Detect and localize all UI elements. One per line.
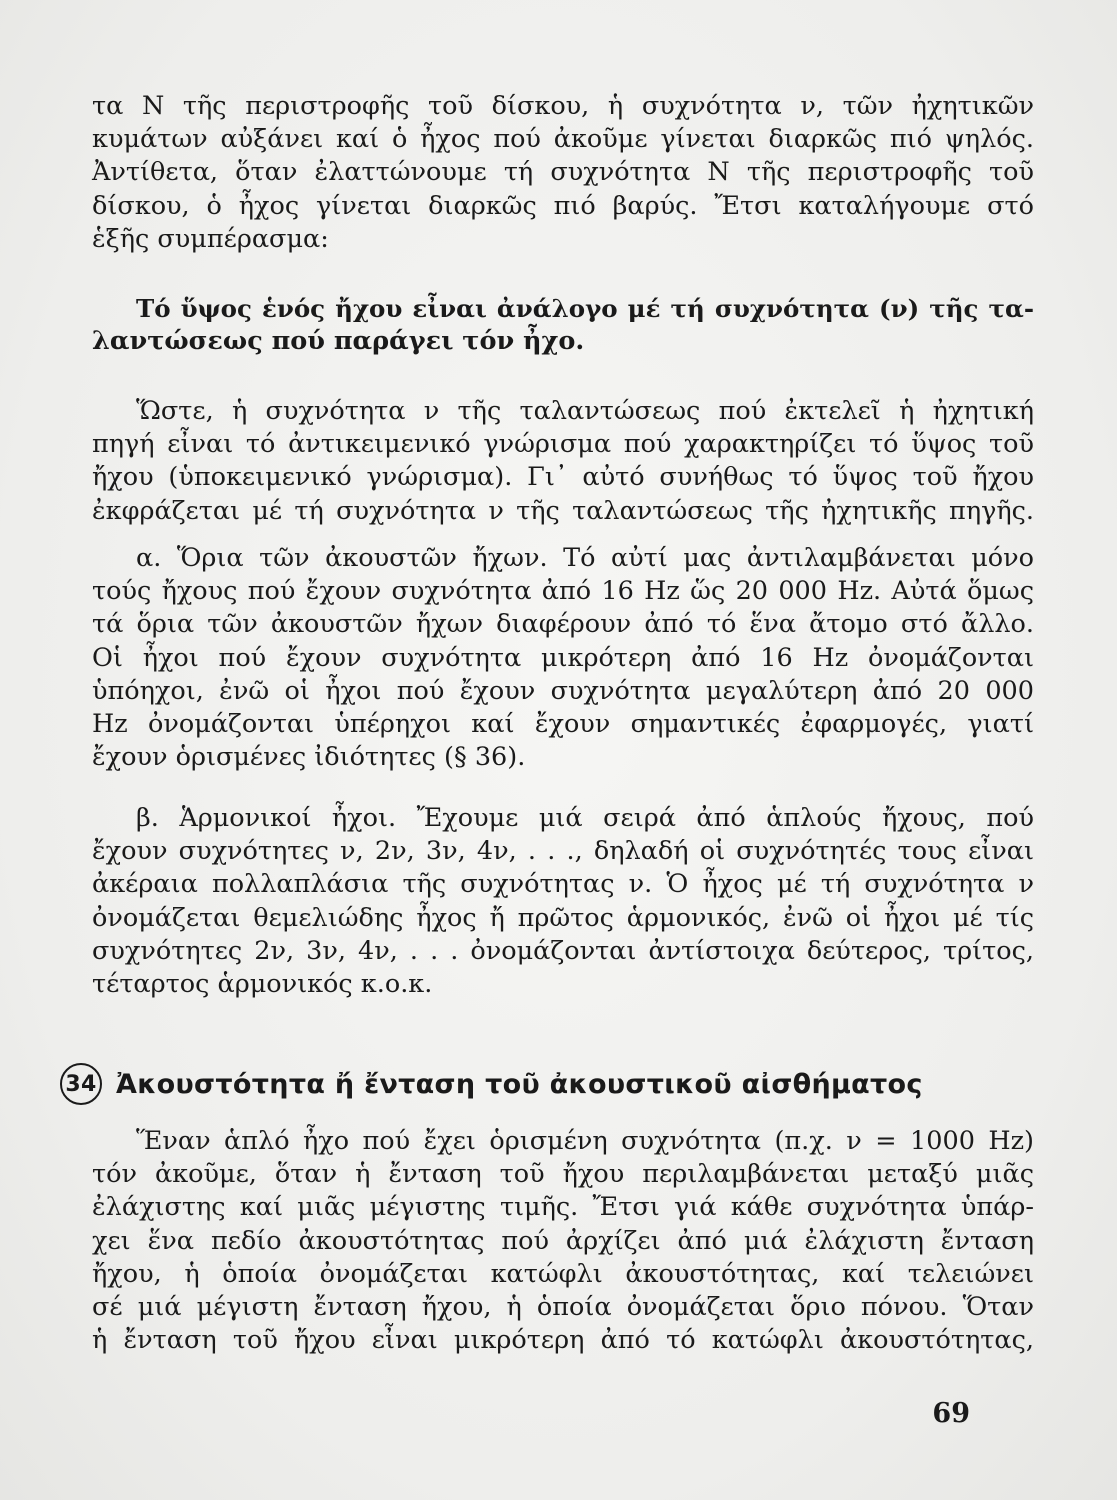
text-line: ἤχου (ὑποκειμενικό γνώρισμα). Γι᾿ αὐτό συνήθως τό ὕψος τοῦ ἤχου: [92, 462, 1034, 493]
text-line: ἐκφράζεται μέ τή συχνότητα ν τῆς ταλαντώσεως τῆς ἠχητικῆς πηγῆς.: [92, 495, 1034, 526]
text-line: κυμάτων αὐξάνει καί ὁ ἦχος πού ἀκοῦμε γίνεται διαρκῶς πιό ψηλός.: [92, 124, 1034, 155]
section-heading: [60, 1063, 1020, 1105]
text-line: πηγή εἶναι τό ἀντικειμενικό γνώρισμα πού χαρακτηρίζει τό ὕψος τοῦ: [92, 429, 1034, 460]
text-line: Hz ὀνομάζονται ὑπέρηχοι καί ἔχουν σημαντικές ἐφαρμογές, γιατί: [92, 709, 1034, 740]
text-line: Ὥστε, ἡ συχνότητα ν τῆς ταλαντώσεως πού ἐκτελεῖ ἡ ἠχητική: [136, 396, 1034, 426]
text-line: σέ μιά μέγιστη ἔνταση ἤχου, ἡ ὁποία ὀνομάζεται ὅριο πόνου. Ὅταν: [92, 1292, 1034, 1323]
text-line: Ἀντίθετα, ὅταν ἐλαττώνουμε τή συχνότητα Ν τῆς περιστροφῆς τοῦ: [92, 157, 1034, 188]
bold-rule-statement: [92, 292, 1034, 358]
text-line: τόν ἀκοῦμε, ὅταν ἡ ἔνταση τοῦ ἤχου περιλαμβάνεται μεταξύ μιᾶς: [92, 1159, 1034, 1190]
text-line: τά ὅρια τῶν ἀκουστῶν ἤχων διαφέρουν ἀπό τό ἕνα ἄτομο στό ἄλλο.: [92, 609, 1034, 640]
paragraph-audible-limits: [92, 542, 1034, 774]
paragraph-pitch-frequency: [92, 90, 1034, 256]
text-line: συχνότητες 2ν, 3ν, 4ν, . . . ὀνομάζονται ἀντίστοιχα δεύτερος, τρίτος,: [92, 935, 1034, 966]
text-line: α. Ὅρια τῶν ἀκουστῶν ἤχων. Τό αὐτί μας ἀντιλαμβάνεται μόνο: [136, 543, 1034, 573]
paragraph-objective-feature: [92, 395, 1034, 528]
text-line: τέταρτος ἁρμονικός κ.ο.κ.: [92, 969, 433, 1000]
page-number: 69: [932, 1398, 970, 1429]
text-line: Οἱ ἦχοι πού ἔχουν συχνότητα μικρότερη ἀπό 16 Hz ὀνομάζονται: [92, 642, 1034, 673]
section-number-badge: 34: [60, 1063, 102, 1105]
text-line: δίσκου, ὁ ἦχος γίνεται διαρκῶς πιό βαρύς. Ἔτσι καταλήγουμε στό: [92, 190, 1034, 221]
text-line: ἔχουν ὁρισμένες ἰδιότητες (§ 36).: [92, 742, 526, 773]
text-line: ἀκέραια πολλαπλάσια τῆς συχνότητας ν. Ὁ ἦχος μέ τή συχνότητα ν: [92, 869, 1034, 900]
text-line: ἡ ἔνταση τοῦ ἤχου εἶναι μικρότερη ἀπό τό κατώφλι ἀκουστότητας,: [92, 1325, 1034, 1356]
text-line: τούς ἤχους πού ἔχουν συχνότητα ἀπό 16 Hz ὥς 20 000 Hz. Αὐτά ὅμως: [92, 576, 1034, 607]
text-line: χει ἕνα πεδίο ἀκουστότητας πού ἀρχίζει ἀπό μιά ἐλάχιστη ἔνταση: [92, 1225, 1034, 1256]
text-line: τα Ν τῆς περιστροφῆς τοῦ δίσκου, ἡ συχνότητα ν, τῶν ἠχητικῶν: [92, 91, 1034, 121]
paragraph-audibility-field: [92, 1125, 1034, 1357]
paragraph-harmonics: [92, 802, 1034, 1001]
text-line: λαντώσεως πού παράγει τόν ἦχο.: [92, 326, 585, 357]
text-line: ἐλάχιστης καί μιᾶς μέγιστης τιμῆς. Ἔτσι γιά κάθε συχνότητα ὑπάρ-: [92, 1192, 1034, 1223]
text-line: ὑπόηχοι, ἐνῶ οἱ ἦχοι πού ἔχουν συχνότητα μεγαλύτερη ἀπό 20 000: [92, 675, 1034, 706]
text-line: ἑξῆς συμπέρασμα:: [92, 223, 329, 254]
text-line: ὀνομάζεται θεμελιώδης ἦχος ἤ πρῶτος ἁρμονικός, ἐνῶ οἱ ἦχοι μέ τίς: [92, 902, 1034, 933]
text-line: Τό ὕψος ἑνός ἤχου εἶναι ἀνάλογο μέ τή συχνότητα (ν) τῆς τα-: [136, 294, 1034, 323]
text-line: ἔχουν συχνότητες ν, 2ν, 3ν, 4ν, . . ., δηλαδή οἱ συχνότητές τους εἶναι: [92, 836, 1034, 867]
text-line: ἤχου, ἡ ὁποία ὀνομάζεται κατώφλι ἀκουστότητας, καί τελειώνει: [92, 1258, 1034, 1289]
text-line: β. Ἁρμονικοί ἦχοι. Ἔχουμε μιά σειρά ἀπό ἁπλούς ἤχους, πού: [136, 803, 1034, 833]
text-line: Ἕναν ἁπλό ἦχο πού ἔχει ὁρισμένη συχνότητα (π.χ. ν = 1000 Hz): [136, 1126, 1034, 1156]
section-title: Ἀκουστότητα ἤ ἔνταση τοῦ ἀκουστικοῦ αἰσθήματος: [116, 1068, 923, 1100]
